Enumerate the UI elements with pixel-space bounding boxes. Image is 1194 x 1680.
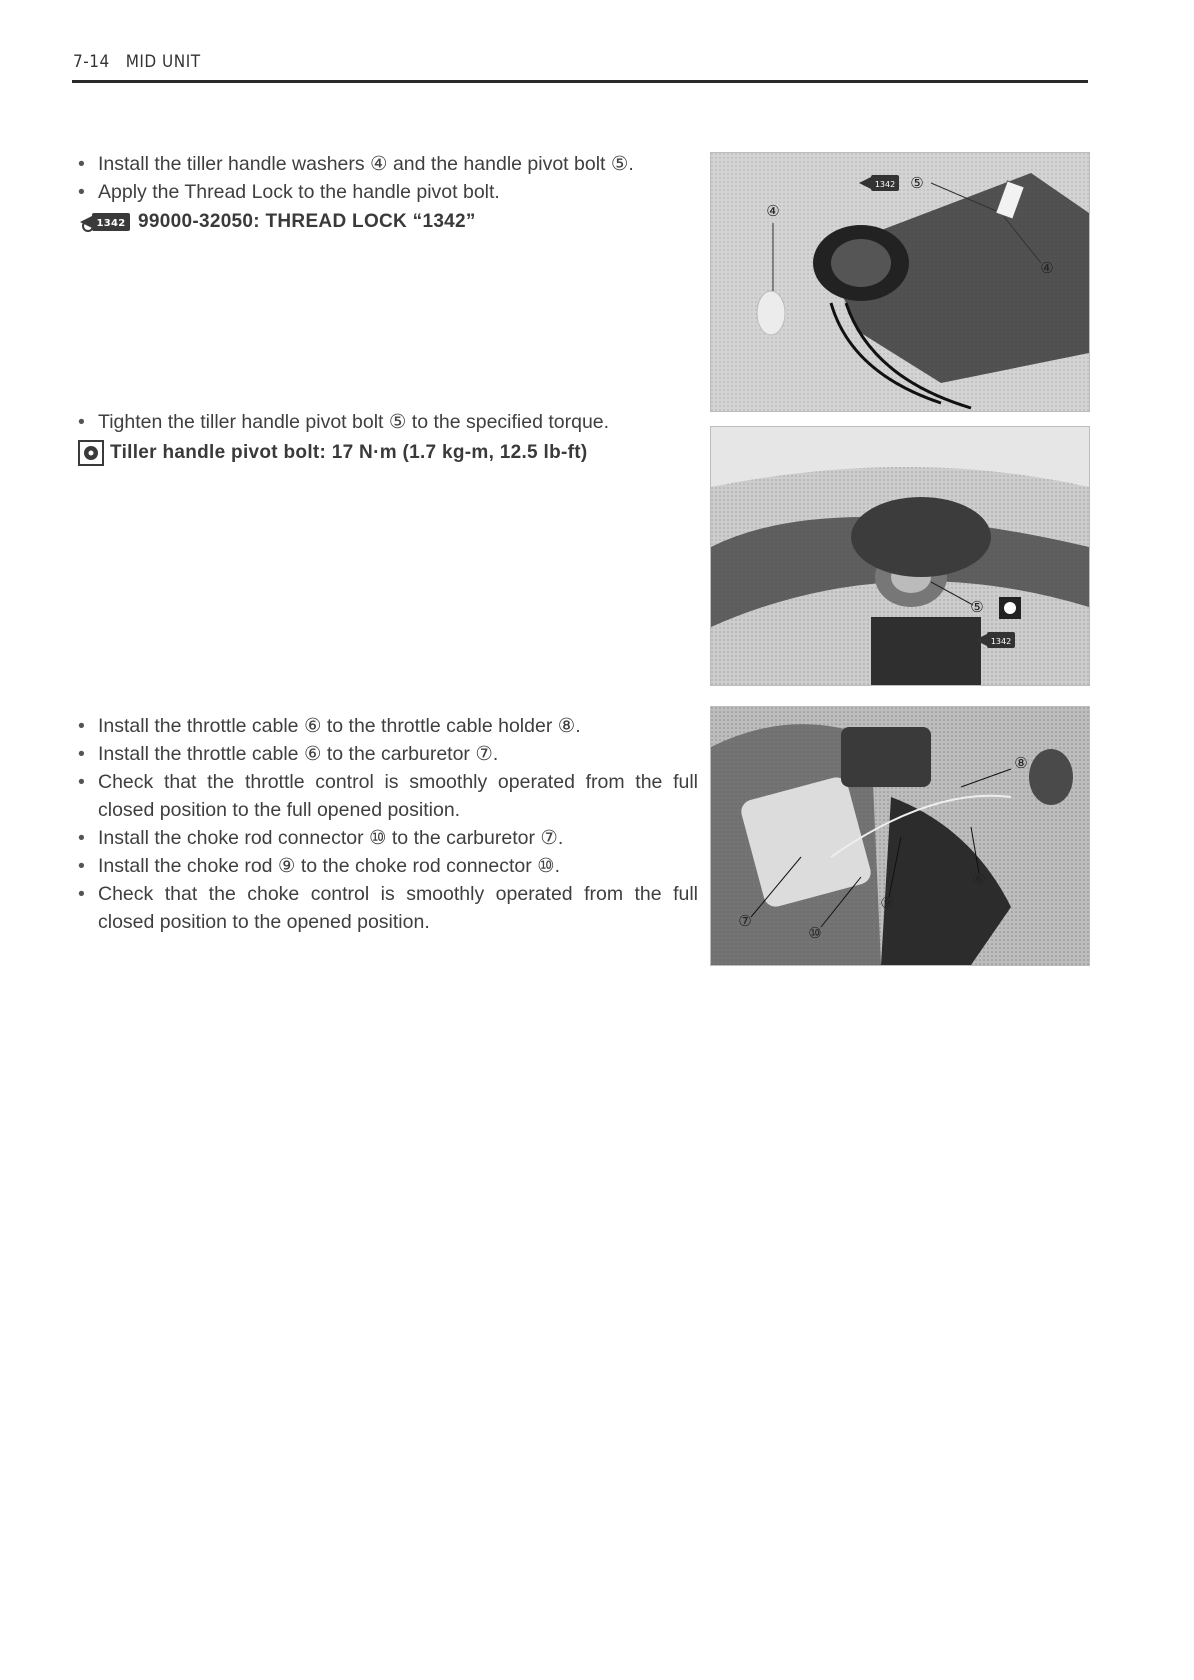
list-item: • Tighten the tiller handle pivot bolt ⑤ to the specified torque. bbox=[78, 408, 698, 436]
list-item: • Install the choke rod connector ⑩ to the carburetor ⑦. bbox=[78, 824, 698, 852]
header-rule bbox=[72, 80, 1088, 83]
list-item: • Check that the throttle control is smoothly operated from the full closed position to the full opened position. bbox=[78, 768, 698, 824]
list-item: • Install the tiller handle washers ④ and the handle pivot bolt ⑤. bbox=[78, 150, 698, 178]
thread-lock-spec: 99000-32050: THREAD LOCK “1342” bbox=[138, 211, 476, 232]
instruction-list bbox=[78, 712, 698, 936]
callout-label: ⑥ bbox=[972, 870, 986, 888]
thread-lock-tube-icon bbox=[78, 210, 132, 234]
list-item: • Apply the Thread Lock to the handle pivot bolt. bbox=[78, 178, 698, 206]
page-header bbox=[73, 52, 201, 72]
torque-wrench-icon bbox=[999, 597, 1021, 619]
section-title: MID UNIT bbox=[125, 52, 201, 72]
list-item: • Install the throttle cable ⑥ to the throttle cable holder ⑧. bbox=[78, 712, 698, 740]
callout-label: ④ bbox=[1040, 259, 1054, 277]
photo-throttle-carburetor bbox=[710, 706, 1090, 966]
instruction-list bbox=[78, 150, 698, 206]
page-number: 7-14 bbox=[73, 52, 110, 72]
callout-label: ⑤ bbox=[910, 174, 924, 192]
svg-text:1342: 1342 bbox=[990, 637, 1012, 646]
thread-lock-callout bbox=[78, 210, 698, 234]
instruction-list bbox=[78, 408, 698, 436]
torque-wrench-icon bbox=[78, 440, 104, 466]
svg-text:1342: 1342 bbox=[96, 218, 126, 229]
callout-label: ⑨ bbox=[880, 894, 894, 912]
callout-label: ⑦ bbox=[738, 912, 752, 930]
section-throttle-choke bbox=[78, 712, 698, 936]
callout-label: ⑩ bbox=[808, 924, 822, 942]
photo-tiller-handle-washers bbox=[710, 152, 1090, 412]
list-item: • Install the throttle cable ⑥ to the carburetor ⑦. bbox=[78, 740, 698, 768]
callout-label: ⑧ bbox=[1014, 754, 1028, 772]
svg-text:1342: 1342 bbox=[874, 180, 896, 189]
callout-label: ⑤ bbox=[970, 598, 984, 616]
list-item: • Install the choke rod ⑨ to the choke rod connector ⑩. bbox=[78, 852, 698, 880]
torque-spec: Tiller handle pivot bolt: 17 N·m (1.7 kg-m, 12.5 lb-ft) bbox=[110, 442, 588, 463]
section-tighten-pivot-bolt bbox=[78, 408, 698, 466]
list-item: • Check that the choke control is smoothly operated from the full closed position to the opened position. bbox=[78, 880, 698, 936]
callout-label: ④ bbox=[766, 202, 780, 220]
torque-callout bbox=[78, 440, 698, 466]
photo-pivot-bolt-torque bbox=[710, 426, 1090, 686]
section-install-washers bbox=[78, 150, 698, 234]
